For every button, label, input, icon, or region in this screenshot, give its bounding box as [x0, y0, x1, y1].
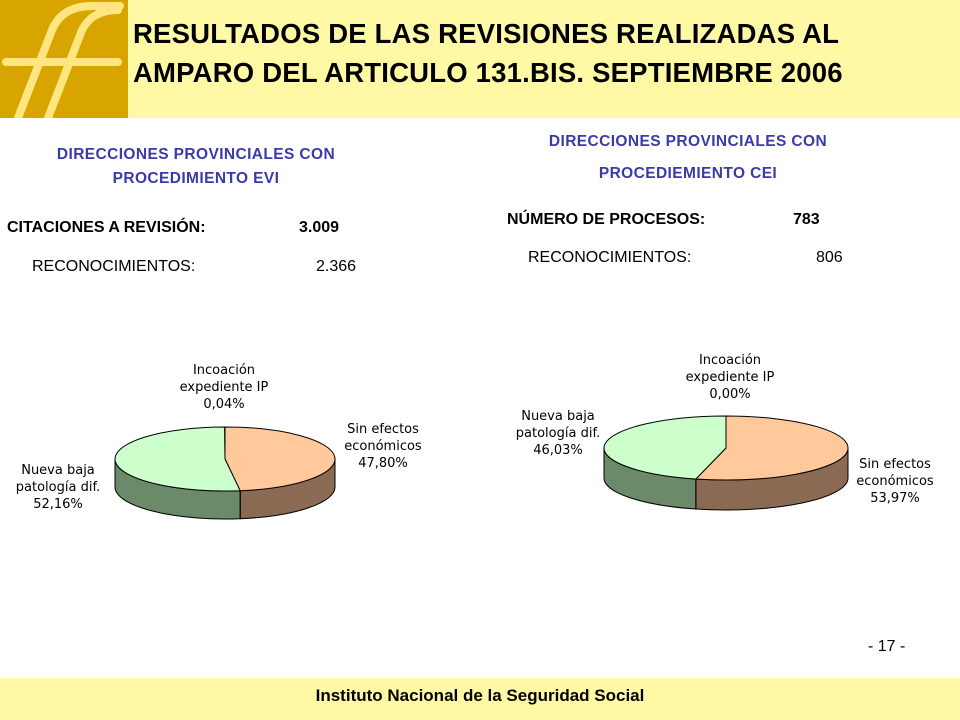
stat-label: CITACIONES A REVISIÓN: [7, 219, 206, 236]
page-number: - 17 - [868, 638, 906, 655]
slice-label-line: económicos [344, 439, 422, 454]
slice-label-line: 0,00% [709, 387, 751, 402]
slice-label-line: Incoación [192, 363, 256, 378]
slice-label-line: 47,80% [358, 456, 408, 471]
slice-label-incoacion [180, 363, 269, 412]
pie-chart-1 [16, 363, 422, 519]
slice-label-line: expediente IP [179, 380, 269, 395]
slice-label-line: Nueva baja [21, 463, 95, 478]
slice-label-line: 46,03% [533, 443, 583, 458]
slice-label-sin-efectos [344, 422, 422, 471]
slice-label-line: económicos [856, 474, 934, 489]
footer-text: Instituto Nacional de la Seguridad Social [315, 686, 645, 705]
right-heading-line-1: DIRECCIONES PROVINCIALES CON [548, 133, 828, 150]
stat-label: NÚMERO DE PROCESOS: [507, 211, 706, 228]
title-line-2: AMPARO DEL ARTICULO 131.BIS. SEPTIEMBRE 2006 [133, 57, 843, 88]
slice-label-incoacion [686, 353, 775, 402]
pie-chart-2 [516, 353, 934, 510]
slice-label-line: expediente IP [685, 370, 775, 385]
left-heading-line-1: DIRECCIONES PROVINCIALES CON [56, 146, 336, 163]
slice-label-line: patología dif. [515, 426, 601, 441]
title-line-1: RESULTADOS DE LAS REVISIONES REALIZADAS AL [133, 18, 840, 49]
slice-label-line: 0,04% [203, 397, 245, 412]
stat-value: 3.009 [299, 219, 340, 236]
slice-label-sin-efectos [856, 457, 934, 506]
slice-label-nueva-baja [16, 463, 100, 512]
stat-value: 806 [816, 249, 843, 266]
slice-label-line: 53,97% [870, 491, 920, 506]
slice-label-line: Nueva baja [521, 409, 595, 424]
left-heading-line-2: PROCEDIMIENTO EVI [112, 170, 280, 187]
slice-label-nueva-baja [516, 409, 600, 458]
stat-value: 2.366 [316, 258, 357, 275]
stat-label: RECONOCIMIENTOS: [32, 258, 196, 275]
stat-value: 783 [793, 211, 820, 228]
stat-label: RECONOCIMIENTOS: [528, 249, 692, 266]
slice-label-line: patología dif. [15, 480, 101, 495]
slice-label-line: Sin efectos [859, 457, 931, 472]
slice-label-line: Incoación [698, 353, 762, 368]
slice-label-line: Sin efectos [347, 422, 419, 437]
slice-label-line: 52,16% [33, 497, 83, 512]
right-heading-line-2: PROCEDIEMIENTO CEI [598, 165, 778, 182]
